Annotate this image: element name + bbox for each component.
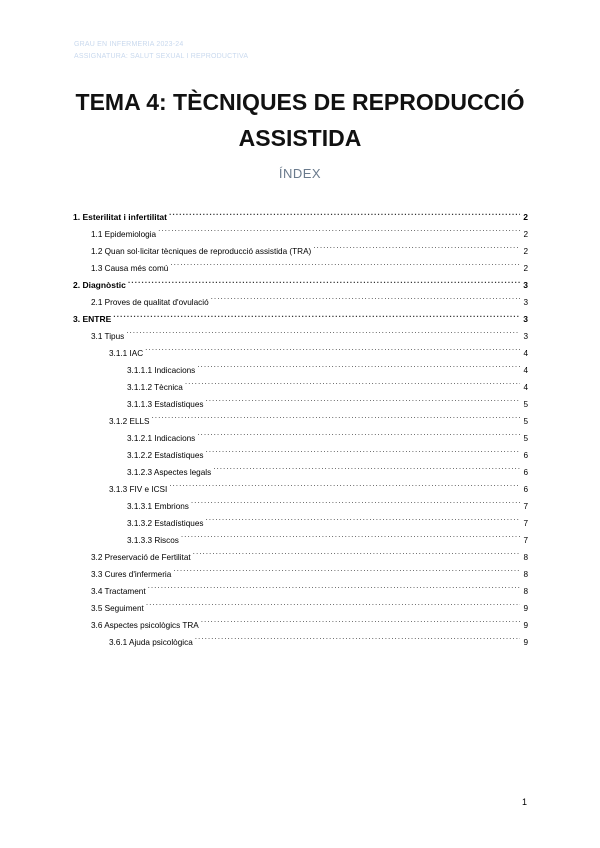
- toc-entry-page: 4: [523, 349, 528, 358]
- toc-leader-dots: [197, 424, 520, 441]
- toc-leader-dots: [185, 373, 520, 390]
- toc-entry-page: 2: [523, 212, 528, 222]
- toc-entry-label: 2.1 Proves de qualitat d'ovulació: [91, 298, 209, 307]
- toc-entry[interactable]: [73, 305, 528, 322]
- table-of-contents: [73, 203, 528, 645]
- toc-entry-page: 8: [523, 553, 528, 562]
- toc-entry-page: 3: [523, 280, 528, 290]
- toc-entry-label: 3.2 Preservació de Fertilitat: [91, 553, 191, 562]
- page-number: 1: [521, 797, 527, 807]
- toc-entry-page: 9: [523, 638, 528, 647]
- toc-leader-dots: [169, 475, 520, 492]
- toc-leader-dots: [213, 458, 520, 475]
- toc-entry-page: 4: [523, 383, 528, 392]
- toc-leader-dots: [113, 305, 520, 322]
- toc-entry-page: 3: [523, 332, 528, 341]
- toc-leader-dots: [205, 390, 520, 407]
- toc-entry-label: 3.1.3.2 Estadístiques: [127, 519, 204, 528]
- toc-entry-page: 6: [523, 485, 528, 494]
- toc-leader-dots: [205, 509, 520, 526]
- toc-leader-dots: [173, 560, 520, 577]
- toc-entry-page: 8: [523, 587, 528, 596]
- toc-entry-label: 3.1.1.1 Indicacions: [127, 366, 196, 375]
- toc-entry-page: 2: [523, 230, 528, 239]
- toc-entry[interactable]: [73, 271, 528, 288]
- toc-entry-label: 3.1.2 ELLS: [109, 417, 150, 426]
- toc-entry-label: 1.2 Quan sol·licitar tècniques de reproducció assistida (TRA): [91, 247, 312, 256]
- toc-leader-dots: [152, 407, 520, 424]
- toc-entry-page: 2: [523, 264, 528, 273]
- toc-leader-dots: [170, 254, 520, 271]
- toc-entry-page: 7: [523, 502, 528, 511]
- toc-entry-label: 1. Esterilitat i infertilitat: [73, 212, 167, 222]
- toc-entry-label: 3.1.2.2 Estadístiques: [127, 451, 204, 460]
- toc-entry-page: 6: [523, 451, 528, 460]
- toc-leader-dots: [195, 628, 520, 645]
- toc-entry-page: 7: [523, 536, 528, 545]
- toc-entry-label: 3.1.3.3 Riscos: [127, 536, 179, 545]
- document-title: [0, 84, 600, 156]
- toc-entry-label: 3.1 Tipus: [91, 332, 125, 341]
- title-line-2: ASSISTIDA: [238, 125, 362, 151]
- toc-leader-dots: [128, 271, 520, 288]
- toc-entry-label: 3.6.1 Ajuda psicològica: [109, 638, 193, 647]
- header-course: GRAU EN INFERMERIA 2023-24: [74, 41, 184, 48]
- toc-entry-label: 1.3 Causa més comú: [91, 264, 169, 273]
- toc-entry-label: 3.1.1.3 Estadístiques: [127, 400, 204, 409]
- toc-leader-dots: [126, 322, 520, 339]
- toc-leader-dots: [146, 594, 520, 611]
- toc-leader-dots: [148, 577, 520, 594]
- toc-leader-dots: [313, 237, 520, 254]
- toc-entry-page: 4: [523, 366, 528, 375]
- toc-entry-page: 2: [523, 247, 528, 256]
- toc-entry-page: 5: [523, 400, 528, 409]
- header-subject: ASSIGNATURA: SALUT SEXUAL I REPRODUCTIVA: [74, 53, 249, 60]
- toc-entry-label: 3.1.1.2 Tècnica: [127, 383, 183, 392]
- toc-leader-dots: [201, 611, 520, 628]
- toc-entry[interactable]: [73, 339, 528, 356]
- toc-leader-dots: [197, 356, 520, 373]
- toc-entry-page: 7: [523, 519, 528, 528]
- toc-leader-dots: [169, 203, 520, 220]
- toc-entry-page: 5: [523, 434, 528, 443]
- toc-entry-label: 3.3 Cures d'infermeria: [91, 570, 172, 579]
- toc-entry-page: 9: [523, 621, 528, 630]
- toc-leader-dots: [145, 339, 520, 356]
- toc-leader-dots: [205, 441, 520, 458]
- toc-entry-label: 3.1.3.1 Embrions: [127, 502, 189, 511]
- index-heading: ÍNDEX: [278, 166, 322, 181]
- toc-entry-page: 6: [523, 468, 528, 477]
- toc-entry-page: 3: [523, 314, 528, 324]
- toc-entry-page: 8: [523, 570, 528, 579]
- toc-entry-label: 1.1 Epidemiologia: [91, 230, 157, 239]
- toc-entry[interactable]: [73, 322, 528, 339]
- toc-leader-dots: [191, 492, 520, 509]
- toc-entry-label: 3. ENTRE: [73, 314, 112, 324]
- toc-entry-label: 3.6 Aspectes psicològics TRA: [91, 621, 199, 630]
- toc-entry-label: 3.1.2.3 Aspectes legals: [127, 468, 212, 477]
- toc-leader-dots: [158, 220, 520, 237]
- toc-entry-label: 3.1.3 FIV e ICSI: [109, 485, 168, 494]
- toc-entry-page: 5: [523, 417, 528, 426]
- toc-leader-dots: [193, 543, 520, 560]
- document-header: [74, 39, 248, 63]
- toc-entry[interactable]: [73, 203, 528, 220]
- toc-entry-label: 3.1.1 IAC: [109, 349, 144, 358]
- toc-entry-label: 3.4 Tractament: [91, 587, 146, 596]
- toc-entry-label: 3.5 Seguiment: [91, 604, 144, 613]
- toc-entry-page: 3: [523, 298, 528, 307]
- toc-entry-label: 2. Diagnòstic: [73, 280, 126, 290]
- toc-leader-dots: [181, 526, 520, 543]
- toc-entry-page: 9: [523, 604, 528, 613]
- toc-entry-label: 3.1.2.1 Indicacions: [127, 434, 196, 443]
- title-line-1: TEMA 4: TÈCNIQUES DE REPRODUCCIÓ: [75, 89, 525, 115]
- toc-leader-dots: [211, 288, 520, 305]
- toc-entry[interactable]: [73, 288, 528, 305]
